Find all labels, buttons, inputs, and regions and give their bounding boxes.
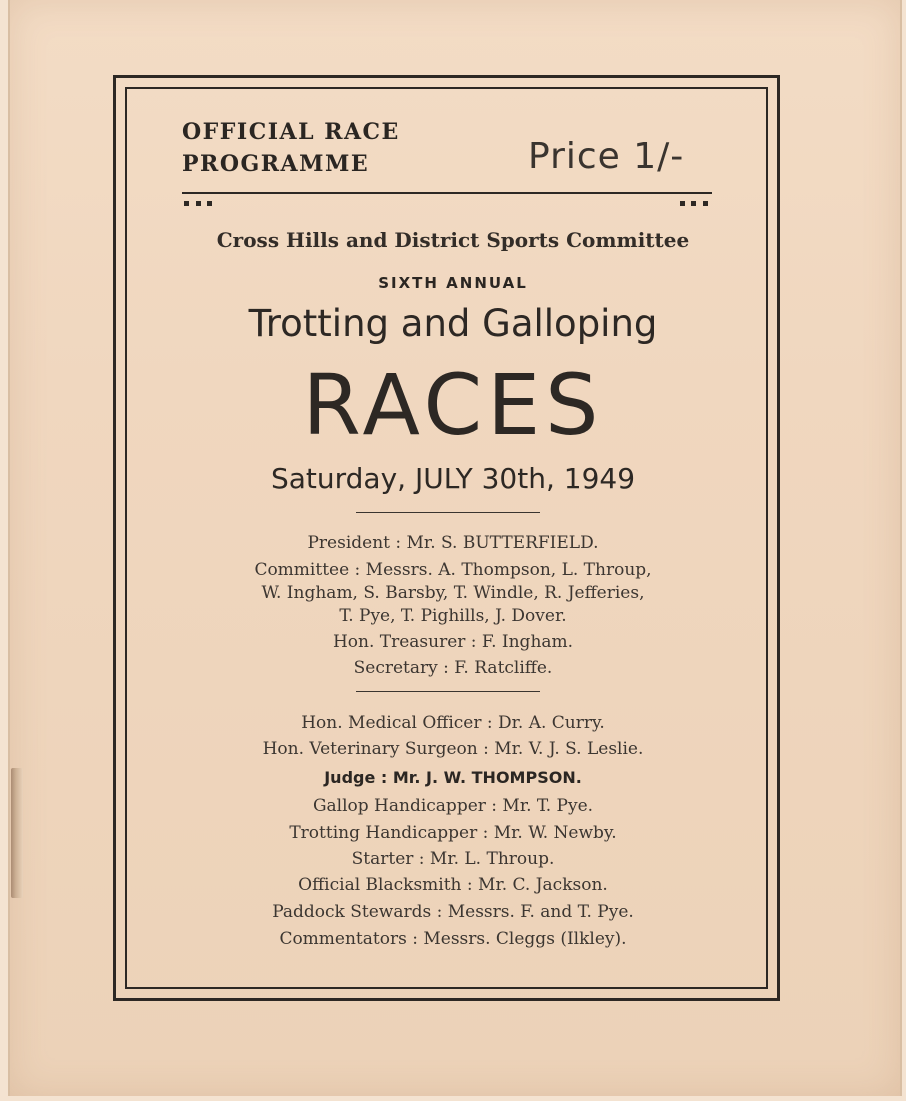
president-line: President : Mr. S. BUTTERFIELD. [307,533,599,553]
veterinary-surgeon-line: Hon. Veterinary Surgeon : Mr. V. J. S. Leslie. [262,739,644,759]
committee-name: Cross Hills and District Sports Committee [216,228,690,252]
ornament-dot [196,201,201,206]
edition-label: SIXTH ANNUAL [378,274,528,292]
header-divider [182,192,712,194]
section-divider [356,512,540,513]
price-label: Price 1/- [528,136,685,177]
ornament-dot [680,201,685,206]
starter-line: Starter : Mr. L. Throup. [351,849,555,869]
programme-label-line2: PROGRAMME [182,151,370,177]
programme-label [182,116,400,180]
ornament-dot [691,201,696,206]
commentators-line: Commentators : Messrs. Cleggs (Ilkley). [279,929,627,949]
committee-line: T. Pye, T. Pighills, J. Dover. [339,606,567,626]
event-name: Trotting and Galloping [248,302,658,345]
race-date: Saturday, JULY 30th, 1949 [270,462,636,495]
ornament-dot [207,201,212,206]
gallop-handicapper-line: Gallop Handicapper : Mr. T. Pye. [312,796,594,816]
treasurer-line: Hon. Treasurer : F. Ingham. [332,632,574,652]
medical-officer-line: Hon. Medical Officer : Dr. A. Curry. [301,713,605,733]
races-heading: RACES [302,356,604,454]
programme-label-line1: OFFICIAL RACE [182,119,400,145]
committee-line: W. Ingham, S. Barsby, T. Windle, R. Jefferies, [261,583,645,603]
blacksmith-line: Official Blacksmith : Mr. C. Jackson. [298,875,608,895]
trotting-handicapper-line: Trotting Handicapper : Mr. W. Newby. [289,823,617,843]
ornament-dot [184,201,189,206]
paddock-stewards-line: Paddock Stewards : Messrs. F. and T. Pye. [272,902,634,922]
secretary-line: Secretary : F. Ratcliffe. [353,658,553,678]
ornament-dot [703,201,708,206]
section-divider [356,691,540,692]
judge-line: Judge : Mr. J. W. THOMPSON. [324,768,582,787]
committee-line: Committee : Messrs. A. Thompson, L. Throup, [254,560,652,580]
